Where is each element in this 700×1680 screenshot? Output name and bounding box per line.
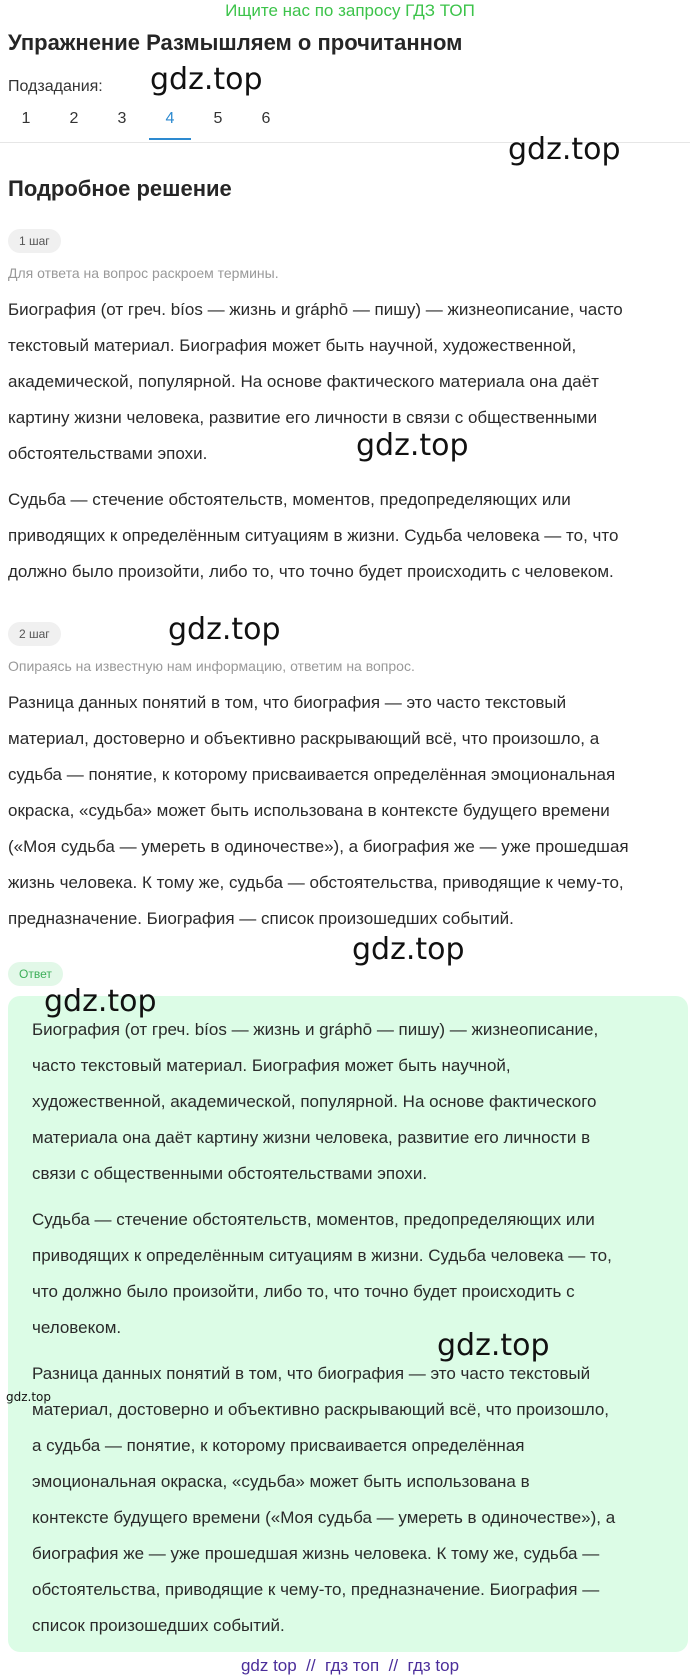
answer-paragraph-2 xyxy=(32,1202,672,1346)
text-line: должно было произойти, либо то, что точно будет происходить с человеком. xyxy=(8,562,614,581)
watermark: gdz.top xyxy=(356,428,469,463)
text-line: окраска, «судьба» может быть использована в контексте будущего времени xyxy=(8,801,610,820)
text-line: предназначение. Биография — список произошедших событий. xyxy=(8,909,514,928)
text-line: что должно было произойти, либо то, что точно будет происходить с xyxy=(32,1282,575,1301)
step-1-note: Для ответа на вопрос раскроем термины. xyxy=(8,265,279,281)
text-line: («Моя судьба — умереть в одиночестве»), а биография же — уже прошедшая xyxy=(8,837,629,856)
text-line: Разница данных понятий в том, что биография — это часто текстовый xyxy=(32,1364,591,1383)
watermark: gdz.top xyxy=(437,1328,550,1363)
text-line: академической, популярной. На основе фактического материала она даёт xyxy=(8,372,599,391)
tab-5[interactable]: 5 xyxy=(213,110,223,127)
text-line: контексте будущего времени («Моя судьба — умереть в одиночестве»), а xyxy=(32,1508,616,1527)
text-line: а судьба — понятие, к которому присваивается определённая xyxy=(32,1436,525,1455)
watermark: gdz.top xyxy=(6,1390,52,1404)
tab-3[interactable]: 3 xyxy=(117,110,127,127)
text-line: человеком. xyxy=(32,1318,122,1337)
active-tab-indicator xyxy=(149,138,191,140)
step-1-badge: 1 шаг xyxy=(8,229,61,253)
text-line: судьба — понятие, к которому присваивается определённая эмоциональная xyxy=(8,765,616,784)
text-line: Разница данных понятий в том, что биография — это часто текстовый xyxy=(8,693,567,712)
watermark: gdz.top xyxy=(44,984,157,1019)
tab-1[interactable]: 1 xyxy=(21,110,31,127)
text-line: биография же — уже прошедшая жизнь человека. К тому же, судьба — xyxy=(32,1544,600,1563)
text-line: приводящих к определённым ситуациям в жизни. Судьба человека — то, xyxy=(32,1246,612,1265)
text-line: список произошедших событий. xyxy=(32,1616,285,1635)
answer-paragraph-3 xyxy=(32,1356,672,1644)
answer-badge: Ответ xyxy=(8,962,63,986)
footer-links: gdz top // гдз топ // гдз top xyxy=(240,1656,460,1675)
text-line: Судьба — стечение обстоятельств, моментов, предопределяющих или xyxy=(32,1210,595,1229)
watermark: gdz.top xyxy=(168,612,281,647)
text-line: художественной, академической, популярной. На основе фактического xyxy=(32,1092,597,1111)
answer-paragraph-1 xyxy=(32,1012,672,1192)
watermark: gdz.top xyxy=(150,62,263,97)
text-line: эмоциональная окраска, «судьба» может быть использована в xyxy=(32,1472,530,1491)
text-line: связи с общественными обстоятельствами эпохи. xyxy=(32,1164,428,1183)
text-line: часто текстовый материал. Биография может быть научной, xyxy=(32,1056,511,1075)
text-line: материала она даёт картину жизни человека, развитие его личности в xyxy=(32,1128,591,1147)
step-1-paragraph-2 xyxy=(8,482,688,590)
text-line: текстовый материал. Биография может быть научной, художественной, xyxy=(8,336,577,355)
step-2-badge: 2 шаг xyxy=(8,622,61,646)
text-line: картину жизни человека, развитие его личности в связи с общественными xyxy=(8,408,598,427)
tab-4[interactable]: 4 xyxy=(165,110,175,127)
text-line: жизнь человека. К тому же, судьба — обстоятельства, приводящие к чему-то, xyxy=(8,873,624,892)
step-2-paragraph xyxy=(8,685,688,937)
tab-2[interactable]: 2 xyxy=(69,110,79,127)
step-2-note: Опираясь на известную нам информацию, ответим на вопрос. xyxy=(8,658,415,674)
step-1-paragraph-1 xyxy=(8,292,688,472)
text-line: материал, достоверно и объективно раскрывающий всё, что произошло, а xyxy=(8,729,600,748)
text-line: Биография (от греч. bíos — жизнь и gráphō — пишу) — жизнеописание, часто xyxy=(8,300,623,319)
tab-6[interactable]: 6 xyxy=(261,110,271,127)
solution-heading: Подробное решение xyxy=(8,176,232,201)
watermark: gdz.top xyxy=(352,932,465,967)
page-title: Упражнение Размышляем о прочитанном xyxy=(8,30,463,55)
text-line: обстоятельствами эпохи. xyxy=(8,444,208,463)
text-line: обстоятельства, приводящие к чему-то, предназначение. Биография — xyxy=(32,1580,600,1599)
text-line: материал, достоверно и объективно раскрывающий всё, что произошло, xyxy=(32,1400,609,1419)
search-banner: Ищите нас по запросу ГДЗ ТОП xyxy=(225,1,475,20)
watermark: gdz.top xyxy=(508,132,621,167)
answer-box xyxy=(8,996,688,1652)
text-line: приводящих к определённым ситуациям в жизни. Судьба человека — то, что xyxy=(8,526,619,545)
subtasks-label: Подзадания: xyxy=(8,78,103,95)
text-line: Судьба — стечение обстоятельств, моментов, предопределяющих или xyxy=(8,490,571,509)
text-line: Биография (от греч. bíos — жизнь и gráphō — пишу) — жизнеописание, xyxy=(32,1020,599,1039)
